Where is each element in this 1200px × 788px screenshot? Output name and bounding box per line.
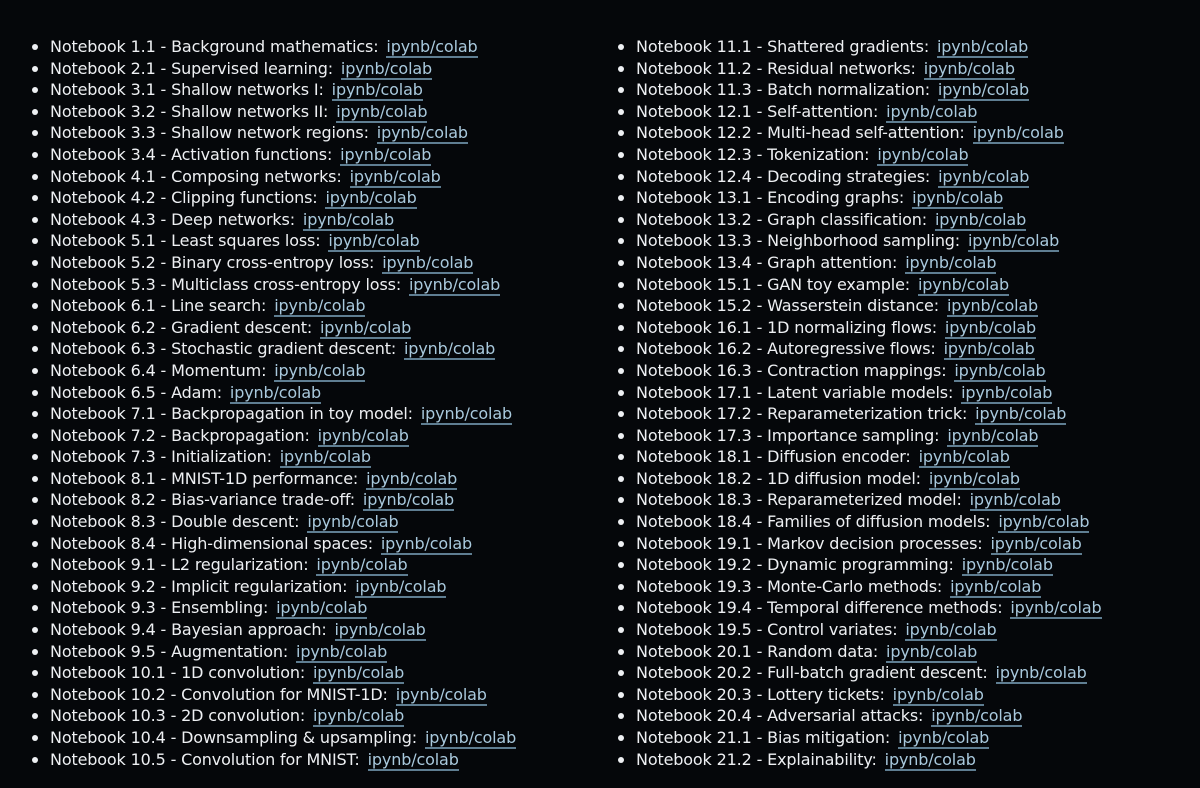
notebook-list-item [616,662,1102,684]
bullet-icon [618,87,624,93]
ipynb-colab-link[interactable]: ipynb/colab [918,447,1010,467]
ipynb-colab-link[interactable]: ipynb/colab [972,123,1064,143]
bullet-icon [32,670,38,676]
ipynb-colab-link[interactable]: ipynb/colab [382,252,474,272]
ipynb-colab-link[interactable]: ipynb/colab [325,188,417,208]
ipynb-colab-link[interactable]: ipynb/colab [302,209,395,229]
ipynb-colab-link[interactable]: ipynb/colab [931,706,1023,726]
notebook-list-item [30,252,516,274]
notebook-title: Notebook 16.1 - 1D normalizing flows: [636,317,937,337]
notebook-list-item [616,187,1102,209]
ipynb-colab-link[interactable]: ipynb/colab [376,123,468,143]
notebook-title: Notebook 12.1 - Self-attention: [636,101,879,121]
notebook-list-item [30,274,516,296]
notebook-list-item [30,230,516,252]
notebook-title: Notebook 3.2 - Shallow networks II: [50,101,329,121]
notebook-list-item [30,58,516,80]
notebook-list-item [30,36,516,58]
ipynb-colab-link[interactable]: ipynb/colab [229,382,322,402]
ipynb-colab-link[interactable]: ipynb/colab [320,317,412,337]
bullet-icon [618,757,624,763]
notebook-list-item [30,360,516,382]
notebook-title: Notebook 5.3 - Multiclass cross-entropy loss: [50,274,402,294]
bullet-icon [32,454,38,460]
ipynb-colab-link[interactable]: ipynb/colab [877,144,969,164]
ipynb-colab-link[interactable]: ipynb/colab [355,576,447,596]
bullet-icon [618,497,624,503]
bullet-icon [32,325,38,331]
bullet-icon [618,735,624,741]
notebook-title: Notebook 4.1 - Composing networks: [50,166,342,186]
notebook-list-item [616,36,1102,58]
notebook-list-item [30,295,516,317]
notebook-list-item [616,425,1102,447]
notebook-title: Notebook 13.1 - Encoding graphs: [636,188,905,208]
bullet-icon [32,757,38,763]
bullet-icon [618,152,624,158]
ipynb-colab-link[interactable]: ipynb/colab [905,620,997,640]
notebook-list-item [30,403,516,425]
bullet-icon [32,174,38,180]
ipynb-colab-link[interactable]: ipynb/colab [340,58,433,78]
ipynb-colab-link[interactable]: ipynb/colab [995,663,1087,683]
notebook-list-item [30,489,516,511]
notebook-title: Notebook 6.5 - Adam: [50,382,222,402]
notebook-list-item [30,144,516,166]
bullet-icon [618,325,624,331]
ipynb-colab-link[interactable]: ipynb/colab [898,728,990,747]
bullet-icon [32,713,38,719]
notebook-list-item [30,576,516,598]
notebook-list-item [616,727,1102,749]
ipynb-colab-link[interactable]: ipynb/colab [380,533,472,553]
ipynb-colab-link[interactable]: ipynb/colab [395,684,487,704]
notebook-list-item [616,274,1102,296]
ipynb-colab-link[interactable]: ipynb/colab [367,749,459,769]
bullet-icon [32,497,38,503]
notebook-list-item [616,209,1102,231]
bullet-icon [618,411,624,417]
notebook-list-item [30,317,516,339]
bullet-icon [618,584,624,590]
notebook-title: Notebook 12.3 - Tokenization: [636,144,870,164]
notebook-title: Notebook 20.1 - Random data: [636,641,879,661]
notebook-title: Notebook 20.2 - Full-batch gradient descent: [636,663,988,683]
bullet-icon [32,692,38,698]
bullet-icon [32,282,38,288]
notebook-title: Notebook 17.3 - Importance sampling: [636,425,940,445]
bullet-icon [32,584,38,590]
notebook-title: Notebook 10.4 - Downsampling & upsampling: [50,728,418,747]
ipynb-colab-link[interactable]: ipynb/colab [274,360,366,380]
bullet-icon [32,735,38,741]
notebook-list-item [616,230,1102,252]
notebook-list-item [30,533,516,555]
ipynb-colab-link[interactable]: ipynb/colab [886,101,978,121]
bullet-icon [618,346,624,352]
notebook-list-item [616,554,1102,576]
ipynb-colab-link[interactable]: ipynb/colab [313,706,405,726]
notebook-title: Notebook 12.4 - Decoding strategies: [636,166,931,186]
ipynb-colab-link[interactable]: ipynb/colab [366,468,458,488]
bullet-icon [618,433,624,439]
bullet-icon [32,541,38,547]
bullet-icon [618,217,624,223]
bullet-icon [32,627,38,633]
notebook-title: Notebook 15.2 - Wasserstein distance: [636,296,939,316]
notebook-list-item [616,749,1102,771]
notebook-title: Notebook 1.1 - Background mathematics: [50,37,379,56]
notebook-list-item [616,122,1102,144]
notebook-title: Notebook 5.1 - Least squares loss: [50,231,321,251]
bullet-icon [618,368,624,374]
notebook-title: Notebook 10.3 - 2D convolution: [50,706,306,726]
bullet-icon [32,66,38,72]
notebook-title: Notebook 18.4 - Families of diffusion models: [636,512,991,532]
notebook-title: Notebook 16.3 - Contraction mappings: [636,360,947,380]
ipynb-colab-link[interactable]: ipynb/colab [937,37,1029,56]
ipynb-colab-link[interactable]: ipynb/colab [998,512,1090,532]
ipynb-colab-link[interactable]: ipynb/colab [917,274,1010,294]
bullet-icon [618,670,624,676]
notebook-title: Notebook 21.2 - Explainability: [636,749,877,769]
bullet-icon [32,390,38,396]
ipynb-colab-link[interactable]: ipynb/colab [923,58,1015,78]
ipynb-colab-link[interactable]: ipynb/colab [954,360,1046,380]
ipynb-colab-link[interactable]: ipynb/colab [937,80,1030,100]
bullet-icon [32,605,38,611]
notebook-list-item [616,338,1102,360]
bullet-icon [618,44,624,50]
notebook-list-item [30,705,516,727]
notebook-list-item [616,446,1102,468]
notebook-list-item [30,749,516,771]
notebook-list-item [616,576,1102,598]
notebook-title: Notebook 8.4 - High-dimensional spaces: [50,533,373,553]
ipynb-colab-link[interactable]: ipynb/colab [317,425,409,445]
notebook-title: Notebook 8.1 - MNIST-1D performance: [50,468,359,488]
notebook-title: Notebook 21.1 - Bias mitigation: [636,728,891,747]
ipynb-colab-link[interactable]: ipynb/colab [943,339,1035,359]
bullet-icon [32,411,38,417]
notebook-list-item [30,382,516,404]
bullet-icon [618,519,624,525]
notebook-title: Notebook 16.2 - Autoregressive flows: [636,339,936,359]
bullet-icon [618,238,624,244]
ipynb-colab-link[interactable]: ipynb/colab [886,641,978,661]
bullet-icon [618,303,624,309]
notebook-list-item [30,684,516,706]
ipynb-colab-link[interactable]: ipynb/colab [274,296,366,316]
notebook-list-item [30,597,516,619]
notebook-title: Notebook 11.1 - Shattered gradients: [636,37,930,56]
notebook-list-item [616,295,1102,317]
bullet-icon [618,541,624,547]
notebook-title: Notebook 9.5 - Augmentation: [50,641,289,661]
ipynb-colab-link[interactable]: ipynb/colab [362,490,455,510]
notebook-title: Notebook 13.3 - Neighborhood sampling: [636,231,961,251]
ipynb-colab-link[interactable]: ipynb/colab [884,749,976,769]
bullet-icon [618,562,624,568]
notebook-list-item [30,122,516,144]
notebook-list-item [30,619,516,641]
notebook-title: Notebook 4.3 - Deep networks: [50,209,295,229]
bullet-icon [618,627,624,633]
bullet-icon [618,605,624,611]
ipynb-colab-link[interactable]: ipynb/colab [928,468,1020,488]
bullet-icon [32,260,38,266]
ipynb-colab-link[interactable]: ipynb/colab [420,404,512,424]
notebook-list-item [616,382,1102,404]
notebook-title: Notebook 8.3 - Double descent: [50,512,300,532]
ipynb-colab-link[interactable]: ipynb/colab [313,663,405,683]
notebook-title: Notebook 3.4 - Activation functions: [50,144,333,164]
notebook-list-item [616,511,1102,533]
notebook-title: Notebook 11.2 - Residual networks: [636,58,916,78]
notebook-title: Notebook 11.3 - Batch normalization: [636,80,930,100]
notebook-title: Notebook 19.2 - Dynamic programming: [636,555,954,575]
ipynb-colab-link[interactable]: ipynb/colab [950,576,1042,596]
notebook-title: Notebook 10.2 - Convolution for MNIST-1D: [50,684,388,704]
notebook-list-item [30,338,516,360]
notebook-list-right [616,36,1102,770]
notebook-list-item [30,511,516,533]
notebook-title: Notebook 10.5 - Convolution for MNIST: [50,749,360,769]
notebook-list-item [616,684,1102,706]
notebook-title: Notebook 2.1 - Supervised learning: [50,58,333,78]
notebook-title: Notebook 19.1 - Markov decision processes: [636,533,983,553]
bullet-icon [32,346,38,352]
notebook-list-item [616,317,1102,339]
notebook-title: Notebook 6.4 - Momentum: [50,360,267,380]
notebook-list-item [30,101,516,123]
ipynb-colab-link[interactable]: ipynb/colab [905,252,997,272]
bullet-icon [618,692,624,698]
bullet-icon [618,66,624,72]
notebook-title: Notebook 4.2 - Clipping functions: [50,188,318,208]
bullet-icon [32,433,38,439]
bullet-icon [618,454,624,460]
notebook-title: Notebook 17.2 - Reparameterization trick: [636,404,968,424]
ipynb-colab-link[interactable]: ipynb/colab [386,37,478,56]
notebook-list-item [616,641,1102,663]
notebook-title: Notebook 20.3 - Lottery tickets: [636,684,885,704]
ipynb-colab-link[interactable]: ipynb/colab [961,382,1053,402]
bullet-icon [618,649,624,655]
ipynb-colab-link[interactable]: ipynb/colab [975,404,1067,424]
notebook-list-item [30,79,516,101]
notebook-list-item [30,166,516,188]
notebook-title: Notebook 3.1 - Shallow networks I: [50,80,324,100]
notebook-list-item [30,641,516,663]
notebook-list-item [616,597,1102,619]
notebook-title: Notebook 19.4 - Temporal difference methods: [636,598,1003,618]
notebook-title: Notebook 7.3 - Initialization: [50,447,272,467]
notebook-title: Notebook 15.1 - GAN toy example: [636,274,911,294]
notebook-list-item [30,468,516,490]
ipynb-colab-link[interactable]: ipynb/colab [961,555,1053,575]
bullet-icon [32,87,38,93]
notebook-title: Notebook 7.2 - Backpropagation: [50,425,310,445]
ipynb-colab-link[interactable]: ipynb/colab [349,166,441,186]
bullet-icon [618,476,624,482]
notebook-list-item [616,619,1102,641]
ipynb-colab-link[interactable]: ipynb/colab [331,80,423,100]
notebook-title: Notebook 6.3 - Stochastic gradient descent: [50,339,397,359]
notebook-list-item [616,252,1102,274]
ipynb-colab-link[interactable]: ipynb/colab [296,641,388,661]
notebook-title: Notebook 18.3 - Reparameterized model: [636,490,962,510]
ipynb-colab-link[interactable]: ipynb/colab [307,512,399,532]
ipynb-colab-link[interactable]: ipynb/colab [279,447,371,467]
bullet-icon [32,152,38,158]
ipynb-colab-link[interactable]: ipynb/colab [404,339,496,359]
notebook-title: Notebook 5.2 - Binary cross-entropy loss: [50,252,375,272]
notebook-title: Notebook 3.3 - Shallow network regions: [50,123,369,143]
ipynb-colab-link[interactable]: ipynb/colab [947,425,1039,445]
bullet-icon [32,519,38,525]
notebook-list-item [616,144,1102,166]
notebook-list-left [30,36,516,770]
notebook-title: Notebook 8.2 - Bias-variance trade-off: [50,490,355,510]
notebook-title: Notebook 9.2 - Implicit regularization: [50,576,348,596]
bullet-icon [618,174,624,180]
notebook-title: Notebook 18.1 - Diffusion encoder: [636,447,911,467]
ipynb-colab-link[interactable]: ipynb/colab [334,620,426,640]
bullet-icon [32,238,38,244]
ipynb-colab-link[interactable]: ipynb/colab [340,144,432,164]
notebook-title: Notebook 19.5 - Control variates: [636,620,898,640]
ipynb-colab-link[interactable]: ipynb/colab [968,231,1060,251]
notebook-list-item [30,554,516,576]
notebook-title: Notebook 17.1 - Latent variable models: [636,382,954,402]
bullet-icon [32,562,38,568]
notebook-title: Notebook 10.1 - 1D convolution: [50,663,306,683]
notebook-list-item [616,489,1102,511]
bullet-icon [32,649,38,655]
ipynb-colab-link[interactable]: ipynb/colab [316,555,408,575]
ipynb-colab-link[interactable]: ipynb/colab [409,274,501,294]
notebook-title: Notebook 12.2 - Multi-head self-attention: [636,123,965,143]
ipynb-colab-link[interactable]: ipynb/colab [424,728,517,747]
ipynb-colab-link[interactable]: ipynb/colab [946,296,1039,316]
notebook-list-item [616,705,1102,727]
notebook-list-item [30,425,516,447]
notebook-list-item [30,209,516,231]
notebook-title: Notebook 13.4 - Graph attention: [636,252,898,272]
notebook-list-item [616,58,1102,80]
notebook-title: Notebook 9.1 - L2 regularization: [50,555,309,575]
bullet-icon [618,109,624,115]
notebook-list-item [30,662,516,684]
notebook-list-item [30,727,516,749]
bullet-icon [32,44,38,50]
ipynb-colab-link[interactable]: ipynb/colab [934,209,1027,229]
notebook-title: Notebook 19.3 - Monte-Carlo methods: [636,576,943,596]
bullet-icon [32,130,38,136]
ipynb-colab-link[interactable]: ipynb/colab [944,317,1037,337]
bullet-icon [32,476,38,482]
ipynb-colab-link[interactable]: ipynb/colab [276,598,368,618]
bullet-icon [618,390,624,396]
notebook-list-item [616,468,1102,490]
bullet-icon [618,713,624,719]
notebook-list-item [616,166,1102,188]
notebook-title: Notebook 9.4 - Bayesian approach: [50,620,327,640]
notebook-list-item [616,360,1102,382]
ipynb-colab-link[interactable]: ipynb/colab [938,166,1030,186]
bullet-icon [618,195,624,201]
ipynb-colab-link[interactable]: ipynb/colab [912,188,1004,208]
ipynb-colab-link[interactable]: ipynb/colab [328,231,420,251]
bullet-icon [32,217,38,223]
notebook-list-item [30,187,516,209]
bullet-icon [32,195,38,201]
ipynb-colab-link[interactable]: ipynb/colab [990,533,1082,553]
bullet-icon [618,130,624,136]
notebook-title: Notebook 9.3 - Ensembling: [50,598,269,618]
bullet-icon [618,260,624,266]
ipynb-colab-link[interactable]: ipynb/colab [336,101,428,121]
notebook-title: Notebook 6.2 - Gradient descent: [50,317,313,337]
ipynb-colab-link[interactable]: ipynb/colab [969,490,1061,510]
notebook-title: Notebook 18.2 - 1D diffusion model: [636,468,921,488]
ipynb-colab-link[interactable]: ipynb/colab [1010,598,1102,618]
bullet-icon [618,282,624,288]
notebook-list-item [616,79,1102,101]
notebook-title: Notebook 7.1 - Backpropagation in toy model: [50,404,413,424]
notebook-title: Notebook 6.1 - Line search: [50,296,267,316]
bullet-icon [32,368,38,374]
bullet-icon [32,109,38,115]
notebook-list-item [30,446,516,468]
notebook-list-item [616,403,1102,425]
notebook-list-item [616,533,1102,555]
bullet-icon [32,303,38,309]
notebook-title: Notebook 13.2 - Graph classification: [636,209,928,229]
notebook-list-item [616,101,1102,123]
ipynb-colab-link[interactable]: ipynb/colab [892,684,984,704]
notebook-title: Notebook 20.4 - Adversarial attacks: [636,706,924,726]
